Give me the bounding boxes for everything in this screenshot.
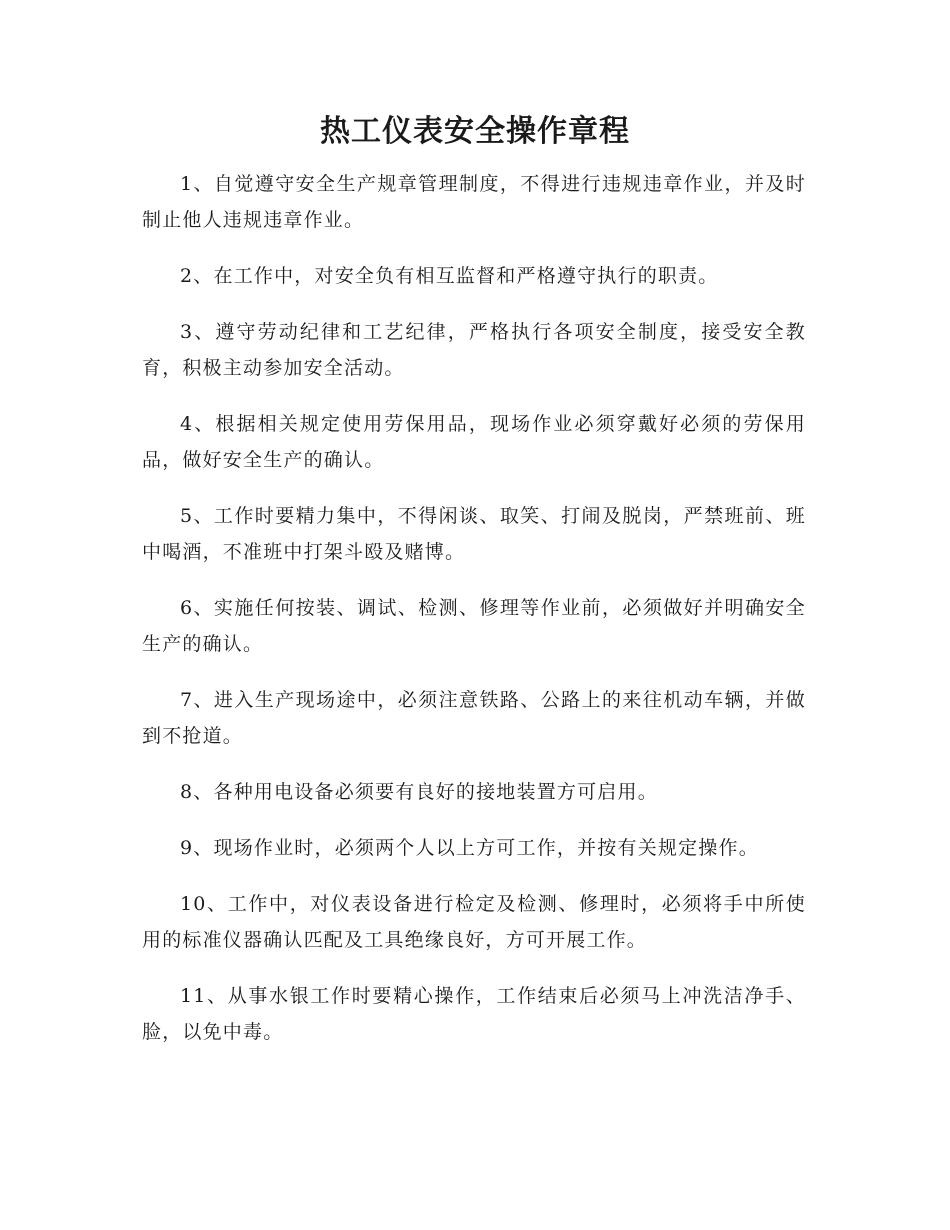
paragraph-11: 11、从事水银工作时要精心操作，工作结束后必须马上冲洗洁净手、脸，以免中毒。 (142, 985, 806, 1043)
paragraph-9: 9、现场作业时，必须两个人以上方可工作，并按有关规定操作。 (180, 837, 759, 859)
document-body (142, 166, 806, 1070)
paragraph-6: 6、实施任何按装、调试、检测、修理等作业前，必须做好并明确安全生产的确认。 (142, 597, 806, 655)
paragraph-10: 10、工作中，对仪表设备进行检定及检测、修理时，必须将手中所使用的标准仪器确认匹配及工具绝缘良好，方可开展工作。 (142, 893, 806, 951)
paragraph-5: 5、工作时要精力集中，不得闲谈、取笑、打闹及脱岗，严禁班前、班中喝酒，不准班中打架斗殴及赌博。 (142, 505, 806, 563)
paragraph-3: 3、遵守劳动纪律和工艺纪律，严格执行各项安全制度，接受安全教育，积极主动参加安全活动。 (142, 321, 806, 379)
document-title: 热工仪表安全操作章程 (320, 114, 630, 149)
paragraph-1: 1、自觉遵守安全生产规章管理制度，不得进行违规违章作业，并及时制止他人违规违章作业。 (142, 173, 806, 231)
paragraph-2: 2、在工作中，对安全负有相互监督和严格遵守执行的职责。 (180, 265, 719, 287)
paragraph-8: 8、各种用电设备必须要有良好的接地装置方可启用。 (180, 781, 658, 803)
paragraph-7: 7、进入生产现场途中，必须注意铁路、公路上的来往机动车辆，并做到不抢道。 (142, 689, 806, 747)
paragraph-4: 4、根据相关规定使用劳保用品，现场作业必须穿戴好必须的劳保用品，做好安全生产的确认。 (142, 413, 806, 471)
